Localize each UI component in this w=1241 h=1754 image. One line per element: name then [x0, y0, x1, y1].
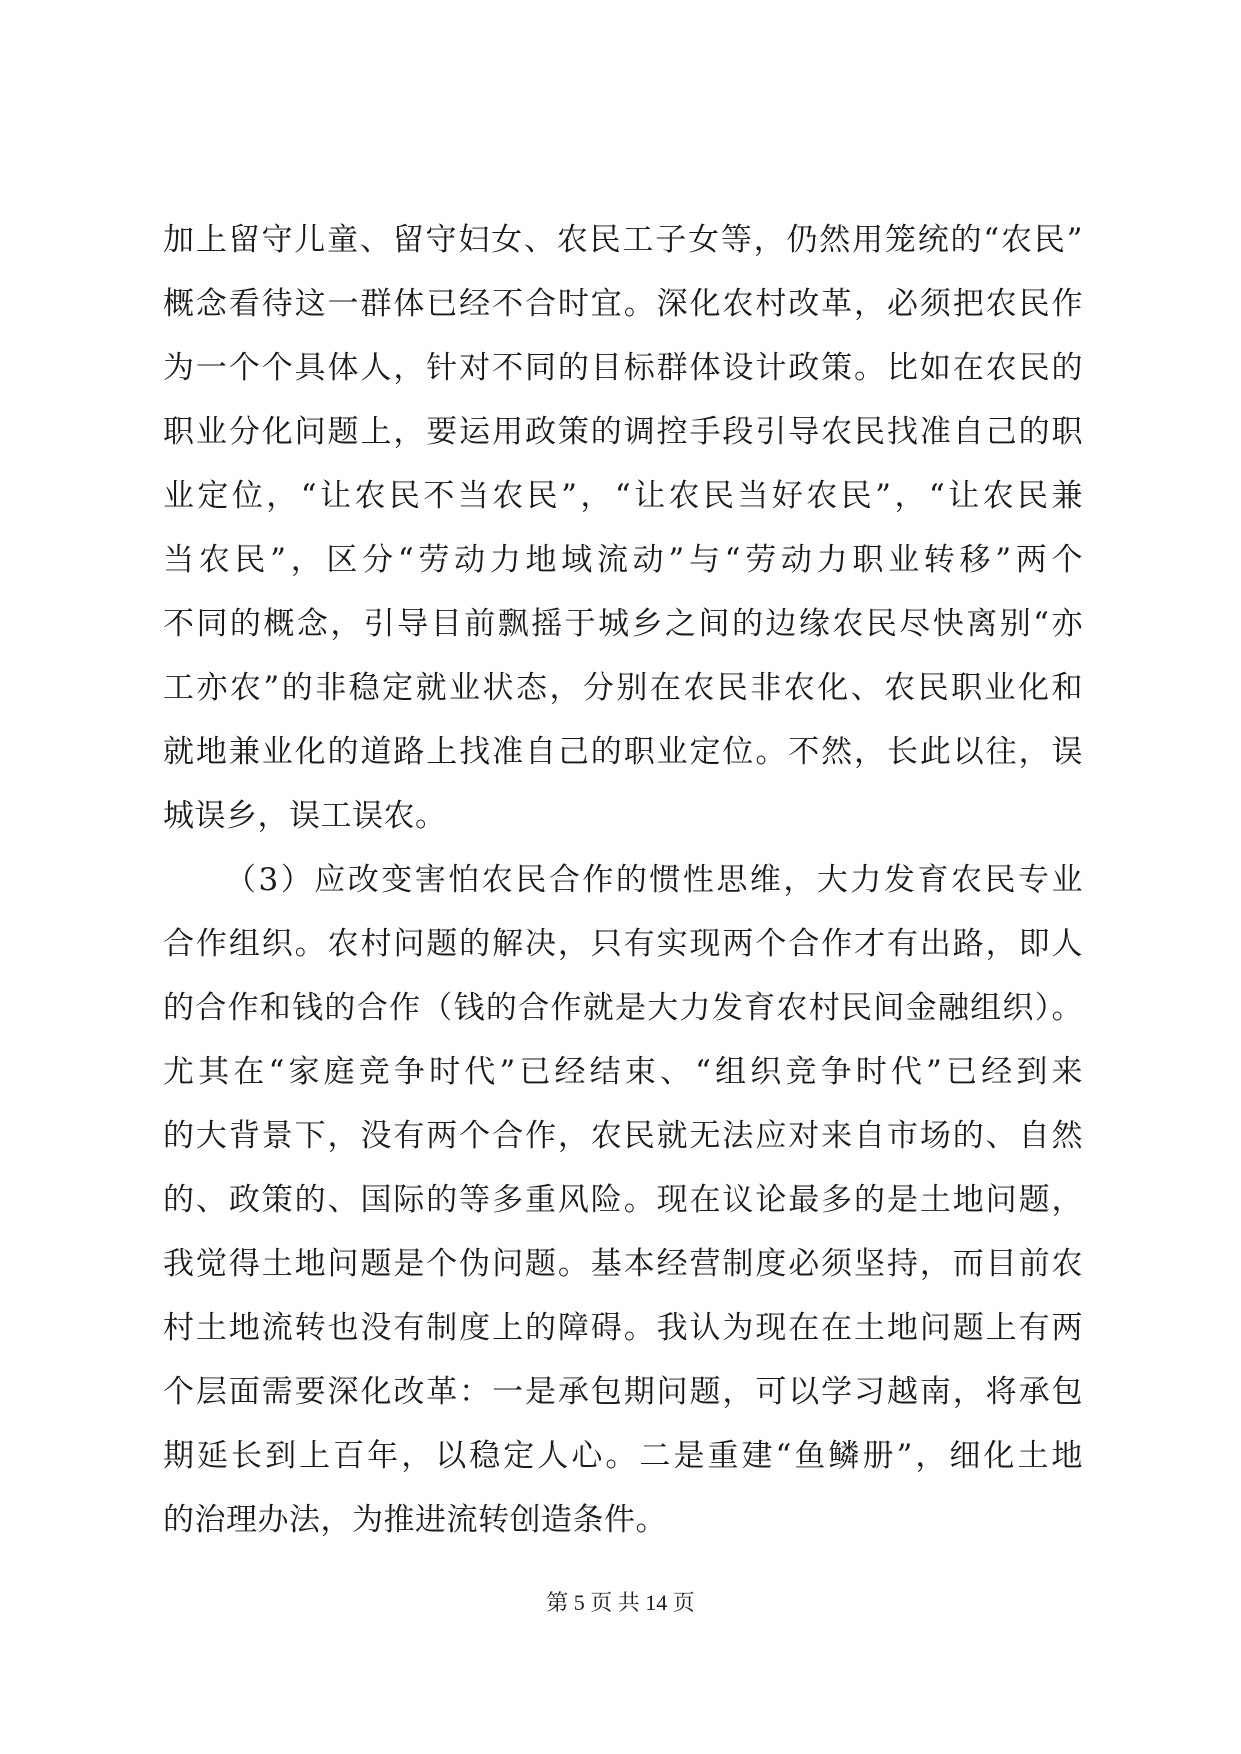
- text-line: 的治理办法，为推进流转创造条件。: [163, 1502, 667, 1538]
- text-line: 的、政策的、国际的等多重风险。现在议论最多的是土地问题，: [163, 1182, 1083, 1218]
- text-line: 的合作和钱的合作（钱的合作就是大力发育农村民间金融组织）。: [163, 990, 1083, 1026]
- text-line: 城误乡，误工误农。: [163, 798, 447, 834]
- text-line: 合作组织。农村问题的解决，只有实现两个合作才有出路，即人: [163, 926, 1083, 962]
- text-line: （3）应改变害怕农民合作的惯性思维，大力发育农民专业: [225, 862, 1083, 898]
- text-line: 就地兼业化的道路上找准自己的职业定位。不然，长此以往，误: [163, 734, 1083, 770]
- text-line: 不同的概念，引导目前飘摇于城乡之间的边缘农民尽快离别“亦: [163, 606, 1083, 642]
- text-line: 概念看待这一群体已经不合时宜。深化农村改革，必须把农民作: [163, 286, 1083, 322]
- text-line: 为一个个具体人，针对不同的目标群体设计政策。比如在农民的: [163, 350, 1083, 386]
- text-line: 期延长到上百年，以稳定人心。二是重建“鱼鳞册”，细化土地: [163, 1438, 1083, 1474]
- text-line: 工亦农”的非稳定就业状态，分别在农民非农化、农民职业化和: [163, 670, 1083, 706]
- text-line: 个层面需要深化改革：一是承包期问题，可以学习越南，将承包: [163, 1374, 1083, 1410]
- text-line: 村土地流转也没有制度上的障碍。我认为现在在土地问题上有两: [163, 1310, 1083, 1346]
- text-line: 加上留守儿童、留守妇女、农民工子女等，仍然用笼统的“农民”: [163, 222, 1083, 258]
- text-line: 我觉得土地问题是个伪问题。基本经营制度必须坚持，而目前农: [163, 1246, 1083, 1282]
- text-line: 当农民”，区分“劳动力地域流动”与“劳动力职业转移”两个: [163, 542, 1083, 578]
- body-text: [163, 208, 1083, 1552]
- paragraph-2: [163, 848, 1083, 1552]
- page-number-footer: 第 5 页 共 14 页: [546, 1590, 695, 1615]
- text-line: 职业分化问题上，要运用政策的调控手段引导农民找准自己的职: [163, 414, 1083, 450]
- paragraph-1: [163, 208, 1083, 848]
- text-line: 的大背景下，没有两个合作，农民就无法应对来自市场的、自然: [163, 1118, 1083, 1154]
- text-line: 尤其在“家庭竞争时代”已经结束、“组织竞争时代”已经到来: [163, 1054, 1083, 1090]
- text-line: 业定位，“让农民不当农民”，“让农民当好农民”，“让农民兼: [163, 478, 1083, 514]
